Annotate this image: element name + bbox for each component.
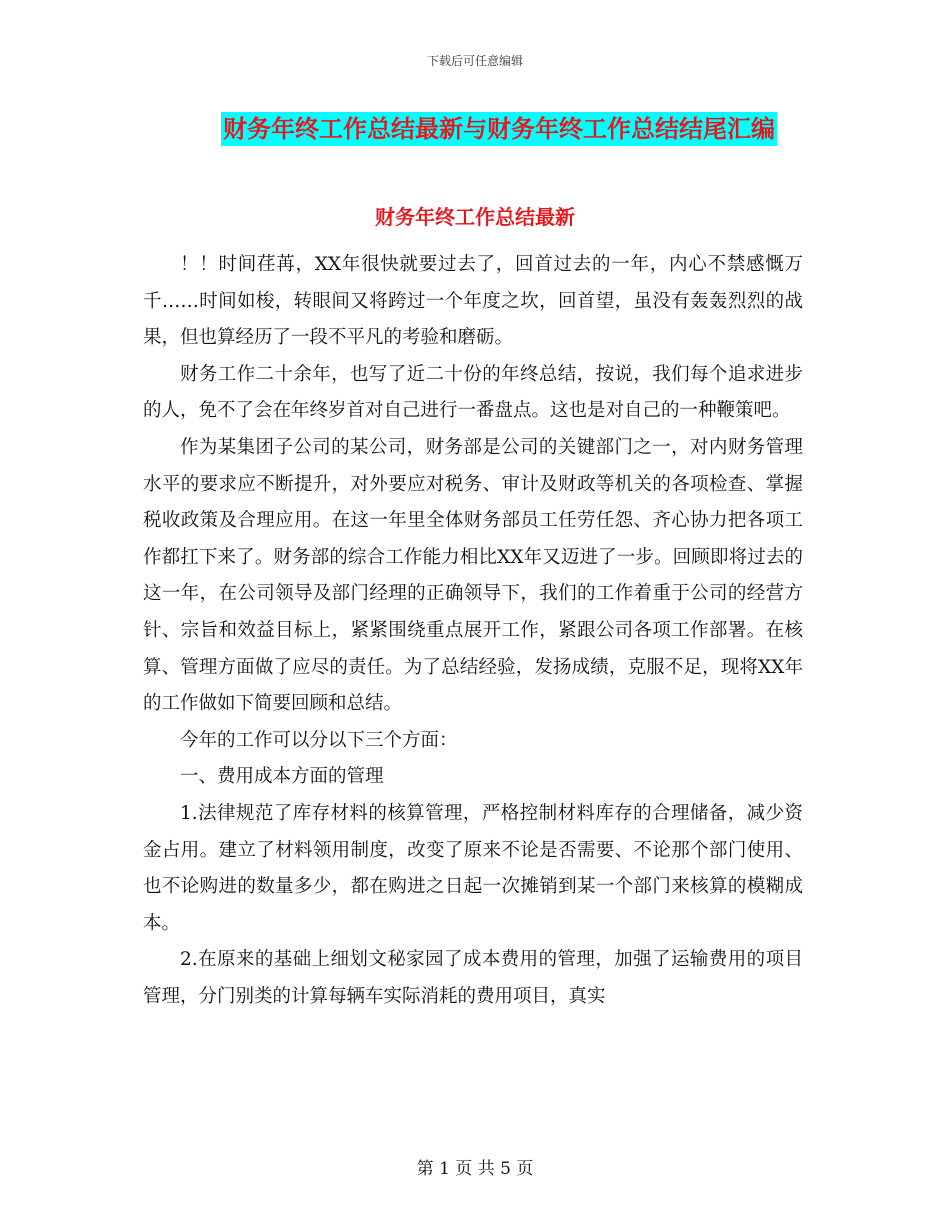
- section-title: 财务年终工作总结最新: [375, 205, 575, 229]
- paragraph: 财务工作二十余年，也写了近二十份的年终总结，按说，我们每个追求进步的人，免不了会在年终岁首对自己进行一番盘点。这也是对自己的一种鞭策吧。: [143, 363, 803, 422]
- paragraph: ！！时间荏苒，XX年很快就要过去了，回首过去的一年，内心不禁感慨万千……时间如梭，转眼间又将跨过一个年度之坎，回首望，虽没有轰轰烈烈的战果，但也算经历了一段不平凡的考验和磨砺。: [143, 254, 803, 349]
- paragraph: 一、费用成本方面的管理: [180, 766, 384, 788]
- paragraph: 作为某集团子公司的某公司，财务部是公司的关键部门之一，对内财务管理水平的要求应不断提升，对外要应对税务、审计及财政等机关的各项检查、掌握税收政策及合理应用。在这一年里全体财务部员工任劳任怨、齐心协力把各项工作都扛下来了。财务部的综合工作能力相比XX年又迈进了一步。回顾即将过去的这一年，在公司领导及部门经理的正确领导下，我们的工作着重于公司的经营方针、宗旨和效益目标上，紧紧围绕重点展开工作，紧跟公司各项工作部署。在核算、管理方面做了应尽的责任。为了总结经验，发扬成绩，克服不足，现将XX年的工作做如下简要回顾和总结。: [143, 436, 803, 715]
- document-title-container: [0, 112, 950, 146]
- paragraph: 2.在原来的基础上细划文秘家园了成本费用的管理，加强了运输费用的项目管理，分门别类的计算每辆车实际消耗的费用项目，真实: [143, 949, 803, 1007]
- document-body: [143, 247, 803, 1015]
- document-title: 财务年终工作总结最新与财务年终工作总结结尾汇编: [221, 112, 777, 146]
- page-header-note: 下载后可任意编辑: [426, 54, 523, 68]
- page-number-footer: 第 1 页 共 5 页: [416, 1159, 534, 1179]
- paragraph: 1.法律规范了库存材料的核算管理，严格控制材料库存的合理储备，减少资金占用。建立了材料领用制度，改变了原来不论是否需要、不论那个部门使用、也不论购进的数量多少，都在购进之日起一次摊销到某一个部门来核算的模糊成本。: [143, 802, 803, 934]
- paragraph: 今年的工作可以分以下三个方面：: [180, 729, 458, 751]
